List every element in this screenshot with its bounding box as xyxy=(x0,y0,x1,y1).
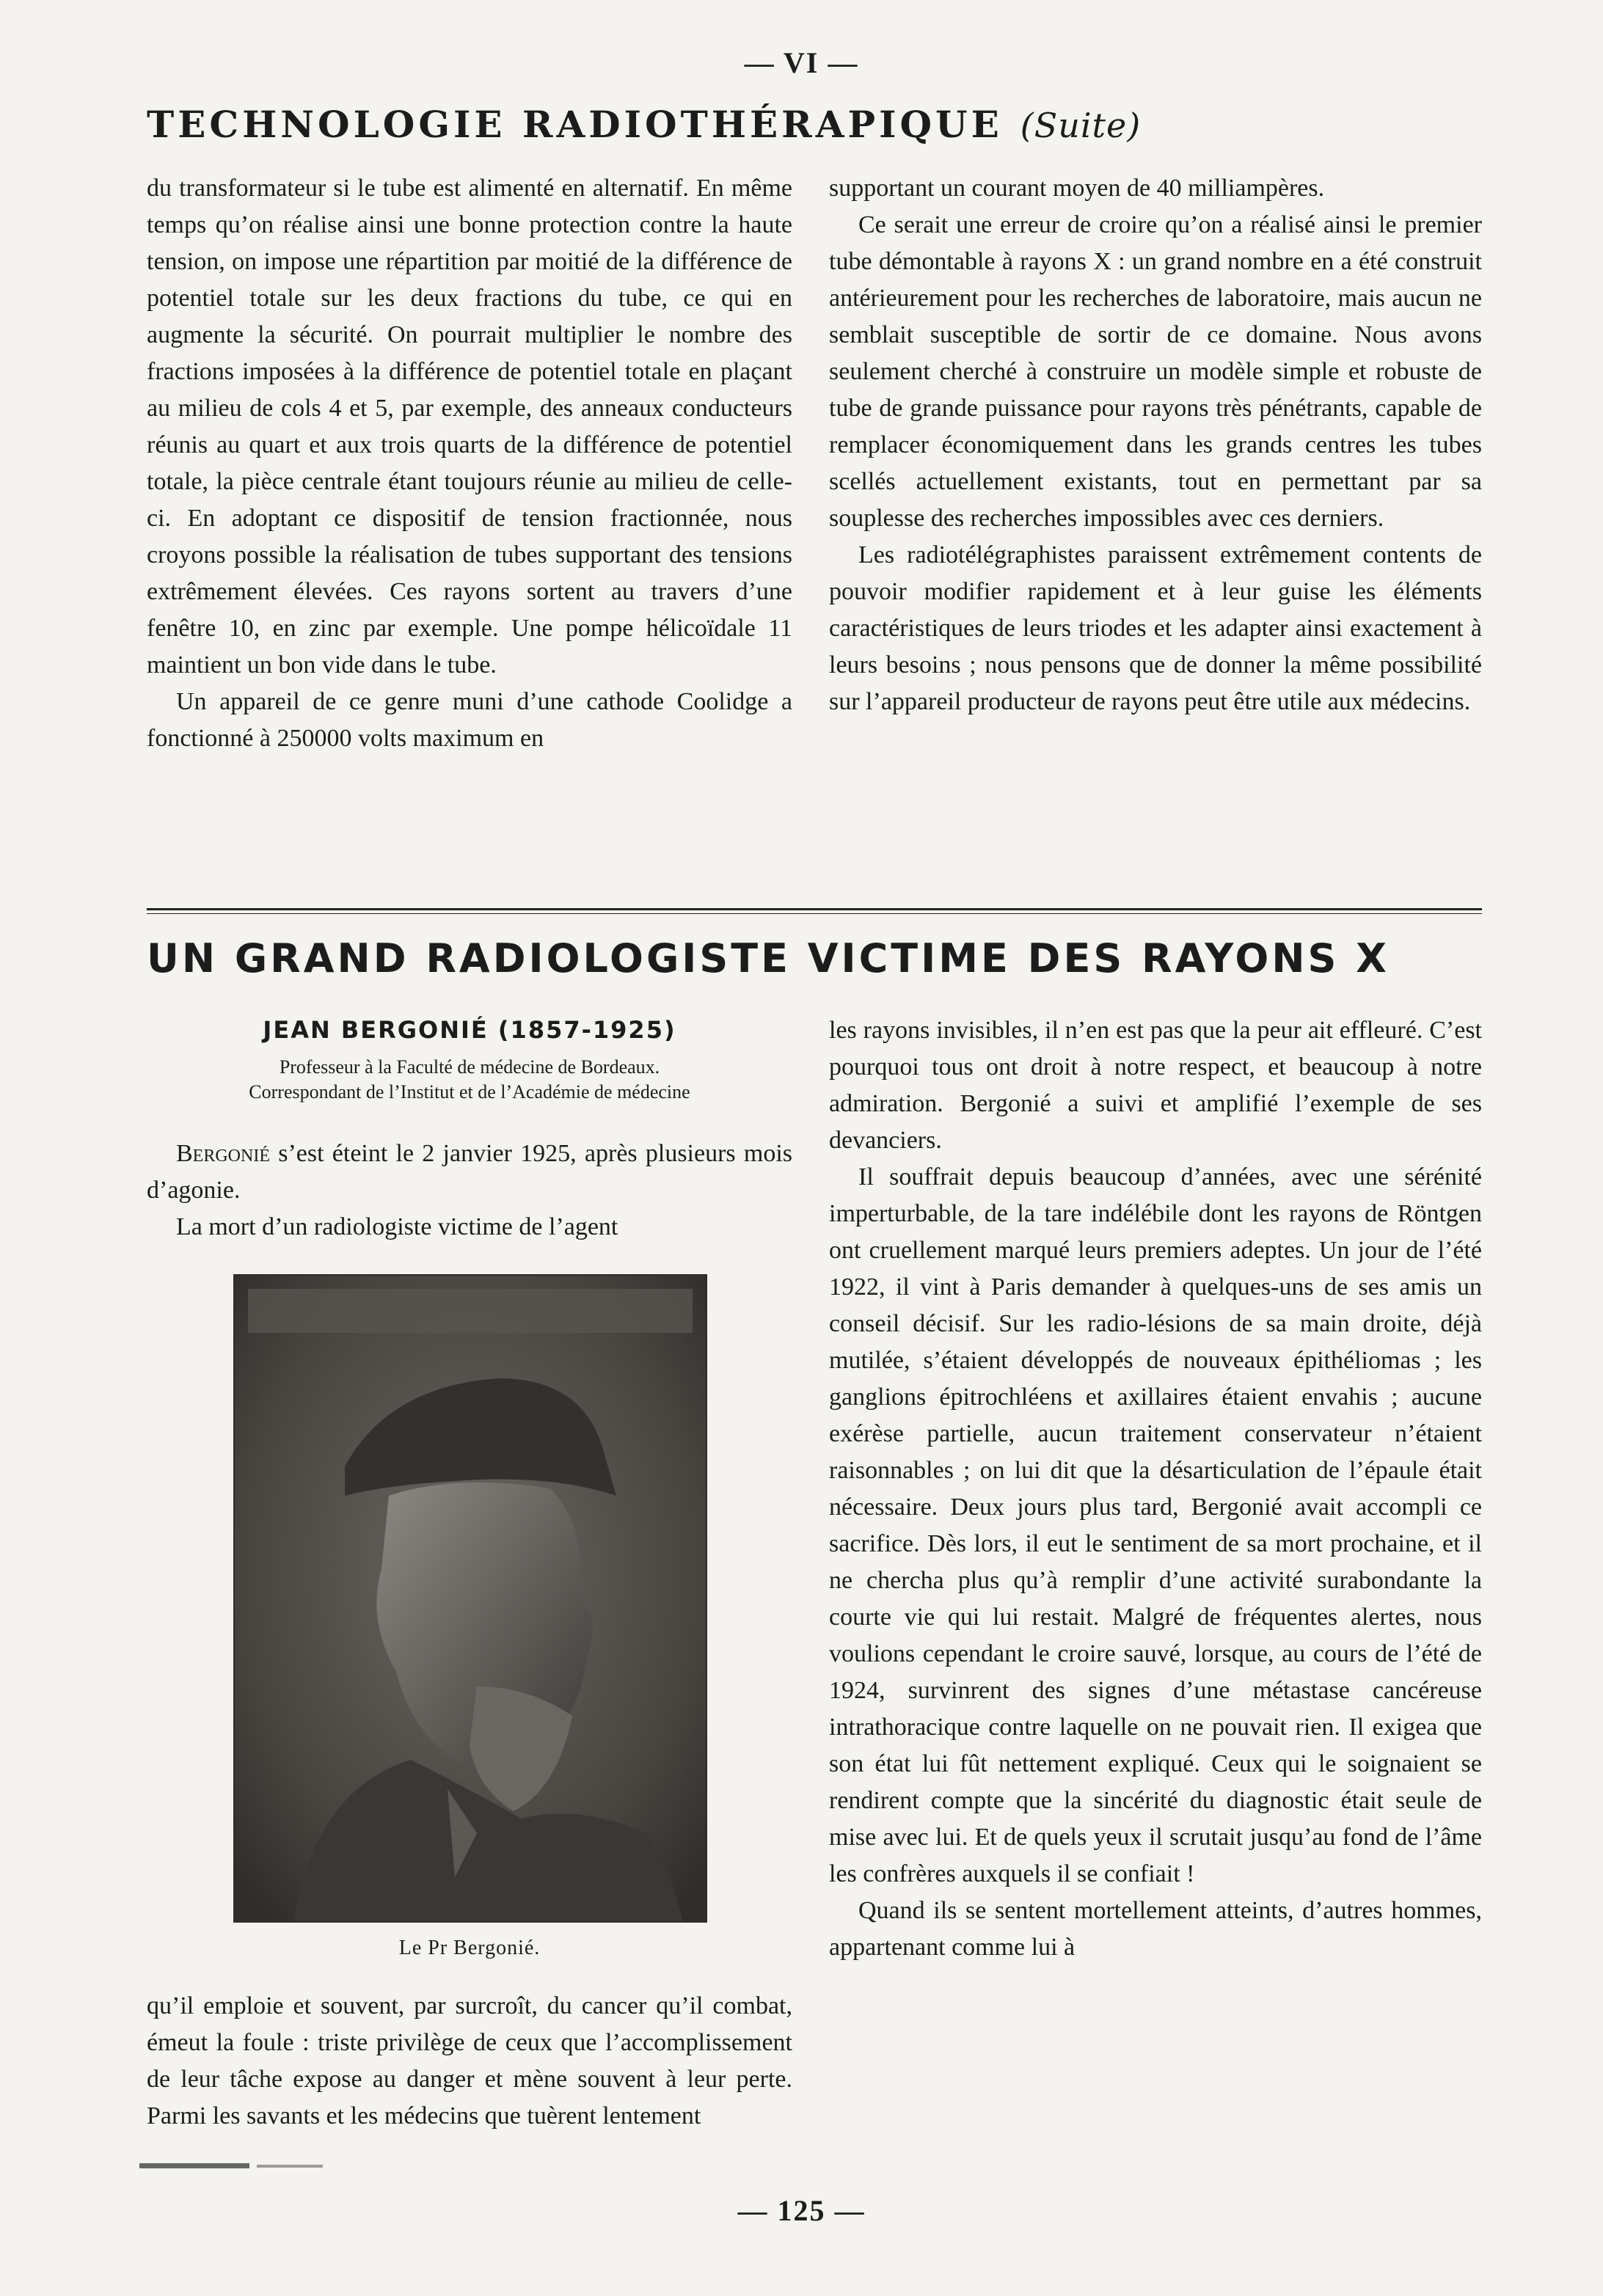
page-number: — 125 — xyxy=(737,2194,866,2227)
section-title xyxy=(147,103,1482,146)
paragraph: supportant un courant moyen de 40 milliampères. xyxy=(829,175,1325,202)
continued-article-left-column xyxy=(147,170,792,757)
paragraph: qu’il emploie et souvent, par surcroît, du cancer qu’il combat, émeut la foule : triste privilège de ceux que l’accomplissement de leur tâche expose au danger et mène souvent à leur perte. Parmi les savants et les médecins que tuèrent lentement xyxy=(147,1992,792,2129)
page-header-folio: — VI — xyxy=(744,46,859,79)
paragraph: Un appareil de ce genre muni d’une cathode Coolidge a fonctionné à 250000 volts maximum en xyxy=(147,688,792,752)
author-affiliation xyxy=(147,1055,792,1105)
article-title: UN GRAND RADIOLOGISTE VICTIME DES RAYONS X xyxy=(147,935,1390,981)
paragraph: du transformateur si le tube est alimenté en alternatif. En même temps qu’on réalise ainsi une bonne protection contre la haute tension, on impose une répartition par moitié de la différence de potentiel totale sur les deux fractions du tube, ce qui en augmente la sécurité. On pourrait multiplier le nombre des fractions imposées à la différence de potentiel totale en plaçant au milieu de cols 4 et 5, par exemple, des anneaux conducteurs réunis au quart et aux trois quarts de la différence de potentiel totale, la pièce centrale étant toujours réunie au milieu de celle-ci. En adoptant ce dispositif de tension fractionnée, nous croyons possible la réalisation de tubes supportant des tensions extrêmement élevées. Ces rayons sortent au travers d’une fenêtre 10, en zinc par exemple. Une pompe hélicoïdale 11 maintient un bon vide dans le tube. xyxy=(147,175,792,679)
paragraph: les rayons invisibles, il n’en est pas que la peur ait effleuré. C’est pourquoi tous ont droit à notre respect, et beaucoup à notre admiration. Bergonié a suivi et amplifié l’exemple de ses devanciers. xyxy=(829,1017,1482,1154)
article-left-column-top xyxy=(147,1136,792,1246)
affiliation-line: Professeur à la Faculté de médecine de Bordeaux. xyxy=(279,1056,660,1078)
paragraph: Quand ils se sentent mortellement atteints, d’autres hommes, appartenant comme lui à xyxy=(829,1897,1482,1961)
portrait-photo xyxy=(233,1274,707,1923)
paragraph: Il souffrait depuis beaucoup d’années, avec une sérénité imperturbable, de la tare indélébile dont les rayons de Röntgen ont cruellement marqué leurs premiers adeptes. Un jour de l’été 1922, il vint à Paris demander à quelques-uns de ses amis un conseil décisif. Sur les radio-lésions de sa main droite, déjà mutilée, s’étaient développés de nouveaux épithéliomas ; les ganglions épitrochléens et axillaires étaient envahis ; aucune exérèse partielle, aucun traitement conservateur n’étaient raisonnables ; on lui dit que la désarticulation de l’épaule était nécessaire. Deux jours plus tard, Bergonié avait accompli ce sacrifice. Dès lors, il eut le sentiment de sa mort prochaine, et il ne chercha plus qu’à remplir d’une activité surabondante la courte vie qui lui restait. Malgré de fréquentes alertes, nous voulions cependant le croire sauvé, lorsque, au cours de l’été de 1924, survinrent des signes d’une métastase cancéreuse intrathoracique contre laquelle on ne pouvait rien. Il exigea que son état lui fût nettement expliqué. Ceux qui le soignaient se rendirent compte que la sincérité du diagnostic était seule de mise avec lui. Et de quels yeux il scrutait jusqu’au fond de l’âme les confrères auxquels il se confiait ! xyxy=(829,1163,1482,1887)
affiliation-line: Correspondant de l’Institut et de l’Académie de médecine xyxy=(249,1081,690,1103)
article-author: JEAN BERGONIÉ (1857-1925) xyxy=(263,1016,676,1044)
paragraph: Les radiotélégraphistes paraissent extrêmement contents de pouvoir modifier rapidement et à leur guise les éléments caractéristiques de leurs triodes et les adapter ainsi exactement à leurs besoins ; nous pensons que de donner la même possibilité sur l’appareil producteur de rayons peut être utile aux médecins. xyxy=(829,541,1482,715)
section-title-suffix: (Suite) xyxy=(1020,106,1142,145)
lead-text: s’est éteint le 2 janvier 1925, après plusieurs mois d’agonie. xyxy=(147,1140,792,1204)
lead-paragraph xyxy=(147,1136,792,1209)
paragraph: Ce serait une erreur de croire qu’on a réalisé ainsi le premier tube démontable à rayons X : un grand nombre en a été construit antérieurement pour les recherches de laboratoire, mais aucun ne semblait susceptible de sortir de ce domaine. Nous avons seulement cherché à construire un modèle simple et robuste de tube de grande puissance pour rayons très pénétrants, capable de remplacer économiquement dans les grands centres les tubes scellés actuellement existants, tout en permettant par sa souplesse des recherches impossibles avec ces derniers. xyxy=(829,211,1482,532)
lead-name: Bergonié xyxy=(176,1140,270,1167)
section-title-text: TECHNOLOGIE RADIOTHÉRAPIQUE xyxy=(147,103,1003,146)
portrait-relief-image xyxy=(235,1276,706,1921)
article-right-column xyxy=(829,1012,1482,1966)
photo-caption: Le Pr Bergonié. xyxy=(398,1937,541,1959)
section-divider xyxy=(147,908,1482,914)
article-left-column-bottom xyxy=(147,1988,792,2135)
continued-article-right-column xyxy=(829,170,1482,720)
print-smudge xyxy=(139,2160,404,2171)
paragraph: La mort d’un radiologiste victime de l’agent xyxy=(176,1213,618,1240)
